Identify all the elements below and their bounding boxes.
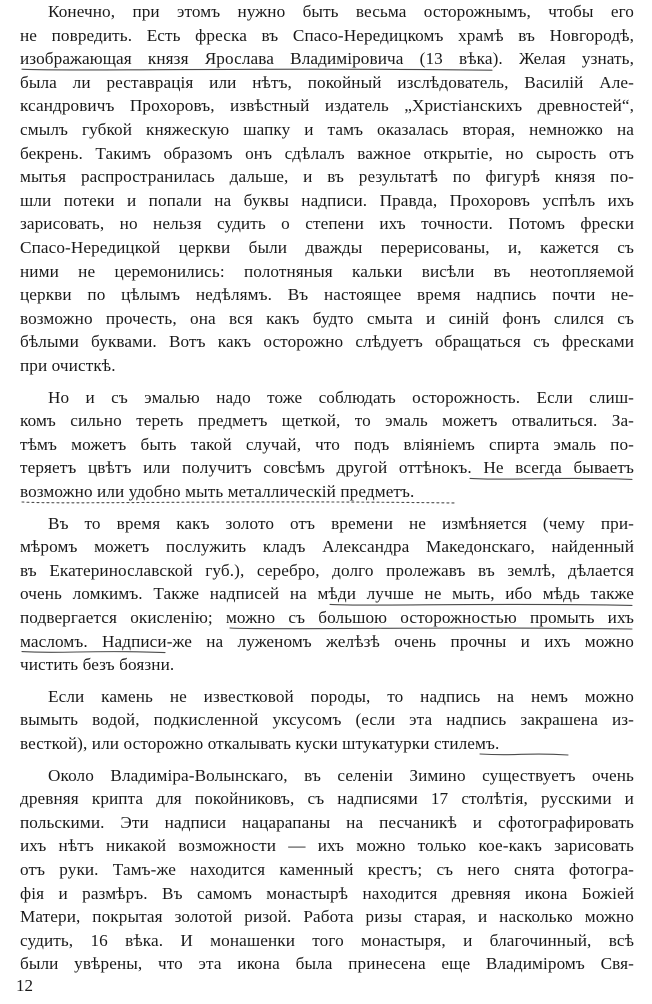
text-line: бѣлыми буквами. Вотъ какъ осторожно слѣдуетъ обращаться съ фресками bbox=[20, 332, 634, 352]
text-line: была ли реставрація или нѣтъ, покойный изслѣдователь, Василій Але- bbox=[20, 72, 634, 92]
text-line: Конечно, при этомъ нужно быть весьма осторожнымъ, чтобы его bbox=[48, 2, 634, 21]
text-line: церкви по цѣлымъ недѣлямъ. Въ настоящее время надпись почти не- bbox=[20, 285, 634, 305]
text-line: были увѣрены, что эта икона была принесена еще Владиміромъ Свя- bbox=[20, 954, 634, 974]
text-line: вымыть водой, подкисленной уксусомъ (если эта надпись закрашена из- bbox=[20, 710, 634, 730]
page-number: 12 bbox=[16, 976, 33, 995]
text-line: чистить безъ боязни. bbox=[20, 655, 175, 675]
text-line: древняя крипта для покойниковъ, съ надписями 17 столѣтія, русскими и bbox=[20, 789, 634, 809]
text-line: тѣмъ можетъ быть такой случай, что подъ вліяніемъ спирта эмаль по- bbox=[20, 434, 634, 454]
text-line: комъ сильно тереть предметъ щеткой, то эмаль можетъ отвалиться. За- bbox=[20, 411, 634, 431]
text-line: судить, 16 вѣка. И монашенки того монастыря, и благочинный, всѣ bbox=[20, 930, 634, 950]
text-line: фія и размѣръ. Въ самомъ монастырѣ находится древняя икона Божіей bbox=[20, 883, 634, 903]
text-line: Если камень не известковой породы, то надпись на немъ можно bbox=[48, 686, 634, 706]
text-line: масломъ. Надписи-же на луженомъ желѣзѣ очень прочны и ихъ можно bbox=[20, 631, 634, 651]
text-line: подвергается окисленію; можно съ большою осторожностью промыть ихъ bbox=[20, 608, 634, 627]
text-line: ксандровичъ Прохоровъ, извѣстный издатель „Христіанскихъ древностей“, bbox=[20, 96, 634, 116]
text-line: ними не церемонились: полотняныя кальки висѣли въ неотопляемой bbox=[20, 261, 634, 281]
text-line: Но и съ эмалью надо тоже соблюдать осторожность. Если слиш- bbox=[48, 387, 634, 407]
text-line: при очисткѣ. bbox=[20, 356, 116, 375]
text-line: Въ то время какъ золото отъ времени не измѣняется (чему при- bbox=[48, 513, 634, 533]
text-line: изображающая князя Ярослава Владиміровича (13 вѣка). Желая узнать, bbox=[20, 49, 634, 69]
text-line: возможно прочесть, она вся какъ будто смыта и синій фонъ слился съ bbox=[20, 308, 634, 328]
text-line: зарисовать, но нельзя судить о степени ихъ точности. Потомъ фрески bbox=[20, 214, 634, 234]
text-line: Около Владиміра-Волынскаго, въ селеніи Зимино существуетъ очень bbox=[48, 765, 634, 785]
text-line: ихъ нѣтъ никакой возможности — ихъ можно только кое-какъ зарисовать bbox=[20, 836, 634, 856]
text-line: Спасо-Нередицкой церкви были дважды перерисованы, и, кажется съ bbox=[20, 238, 634, 257]
text-line: мытья распространилась дальше, и въ результатѣ по фигурѣ князя по- bbox=[20, 167, 634, 187]
text-line: возможно или удобно мыть металлическій предметъ. bbox=[20, 482, 415, 501]
text-line: бекрень. Такимъ образомъ онъ сдѣлалъ важное открытіе, но сырость отъ bbox=[20, 143, 634, 163]
text-line: Матери, покрытая золотой ризой. Работа ризы старая, и насколько можно bbox=[20, 907, 634, 927]
text-line: очень ломкимъ. Также надписей на мѣди лучше не мыть, ибо мѣдь также bbox=[20, 584, 634, 604]
text-line: не повредить. Есть фреска въ Спасо-Нередицкомъ храмѣ въ Новгородѣ, bbox=[20, 25, 634, 45]
text-line: теряетъ цвѣтъ или получитъ совсѣмъ другой оттѣнокъ. Не всегда бываетъ bbox=[20, 458, 634, 478]
text-line: шли потеки и попали на буквы надписи. Правда, Прохоровъ успѣлъ ихъ bbox=[20, 190, 634, 210]
text-line: смылъ губкой княжескую шапку и тамъ оказалась вторая, немножко на bbox=[20, 120, 634, 139]
text-line: польскими. Эти надписи нацарапаны на песчаникѣ и сфотографировать bbox=[20, 812, 634, 832]
text-line: въ Екатеринославской губ.), серебро, долго пролежавъ въ землѣ, дѣлается bbox=[20, 560, 634, 580]
text-line: мѣромъ можетъ послужить кладъ Александра Македонскаго, найденный bbox=[20, 537, 634, 557]
text-line: отъ руки. Тамъ-же находится каменный крестъ; съ него снята фотогра- bbox=[20, 860, 634, 879]
text-line: весткой), или осторожно откалывать куски штукатурки стилемъ. bbox=[20, 734, 500, 753]
